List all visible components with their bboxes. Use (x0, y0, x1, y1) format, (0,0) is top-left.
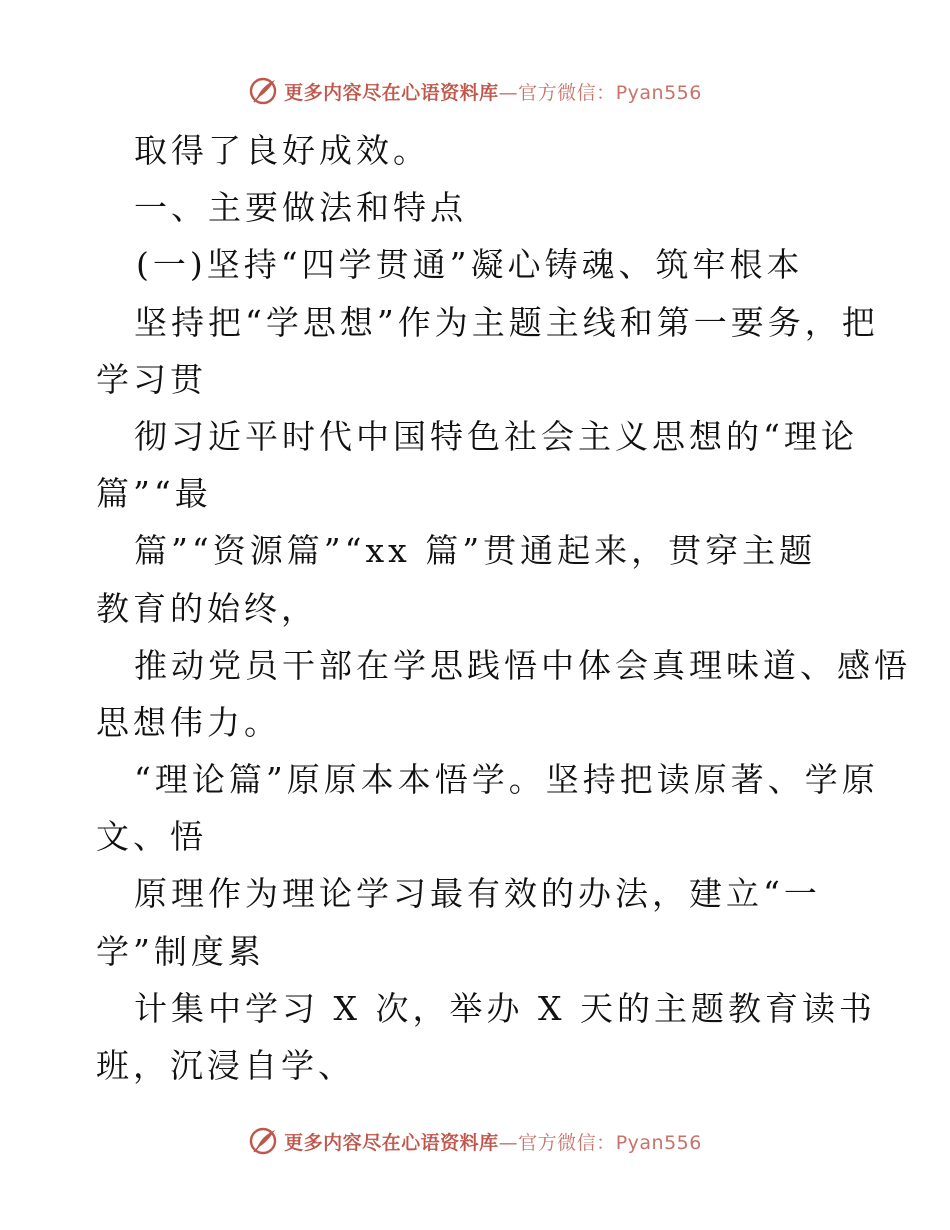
watermark-label: 官方微信： (518, 81, 616, 104)
text-line: 原理作为理论学习最有效的办法，建立“一 (134, 874, 821, 914)
watermark-banner-top (0, 71, 950, 111)
text-line: 文、悟 (96, 817, 207, 857)
watermark-label: 官方微信： (518, 1131, 616, 1154)
watermark-site: 更多内容尽在心语资料库 (284, 81, 499, 104)
text-line: 学”制度累 (96, 931, 265, 971)
text-line: 彻习近平时代中国特色社会主义思想的“理论 (134, 416, 858, 456)
document-body (96, 122, 911, 1094)
text-line: 思想伟力。 (96, 702, 281, 742)
feather-pen-logo-icon (248, 76, 278, 106)
subsection-heading: (一)坚持“四学贯通”凝心铸魂、筑牢根本 (136, 245, 804, 285)
section-heading: 一、主要做法和特点 (134, 188, 467, 228)
watermark-text (284, 1128, 702, 1155)
text-line: 篇”“资源篇”“xx 篇”贯通起来，贯穿主题 (134, 531, 817, 571)
text-line: 学习贯 (96, 359, 207, 399)
text-line: “理论篇”原原本本悟学。坚持把读原著、学原 (134, 760, 879, 800)
watermark-text (284, 78, 702, 105)
text-line: 班，沉浸自学、 (96, 1046, 355, 1085)
text-line: 篇”“最 (96, 474, 212, 514)
watermark-handle: Pyan556 (615, 81, 702, 104)
feather-pen-logo-icon (248, 1126, 278, 1156)
watermark-site: 更多内容尽在心语资料库 (284, 1131, 499, 1154)
text-line: 计集中学习 X 次，举办 X 天的主题教育读书 (134, 988, 876, 1028)
text-line: 教育的始终， (96, 588, 318, 628)
text-line: 坚持把“学思想”作为主题主线和第一要务，把 (134, 302, 879, 342)
watermark-handle: Pyan556 (615, 1131, 702, 1154)
watermark-separator: — (498, 81, 519, 104)
watermark-banner-bottom (0, 1121, 950, 1161)
text-line: 推动党员干部在学思践悟中体会真理味道、感悟 (134, 645, 911, 685)
text-line: 取得了良好成效。 (134, 131, 430, 170)
watermark-separator: — (498, 1131, 519, 1154)
